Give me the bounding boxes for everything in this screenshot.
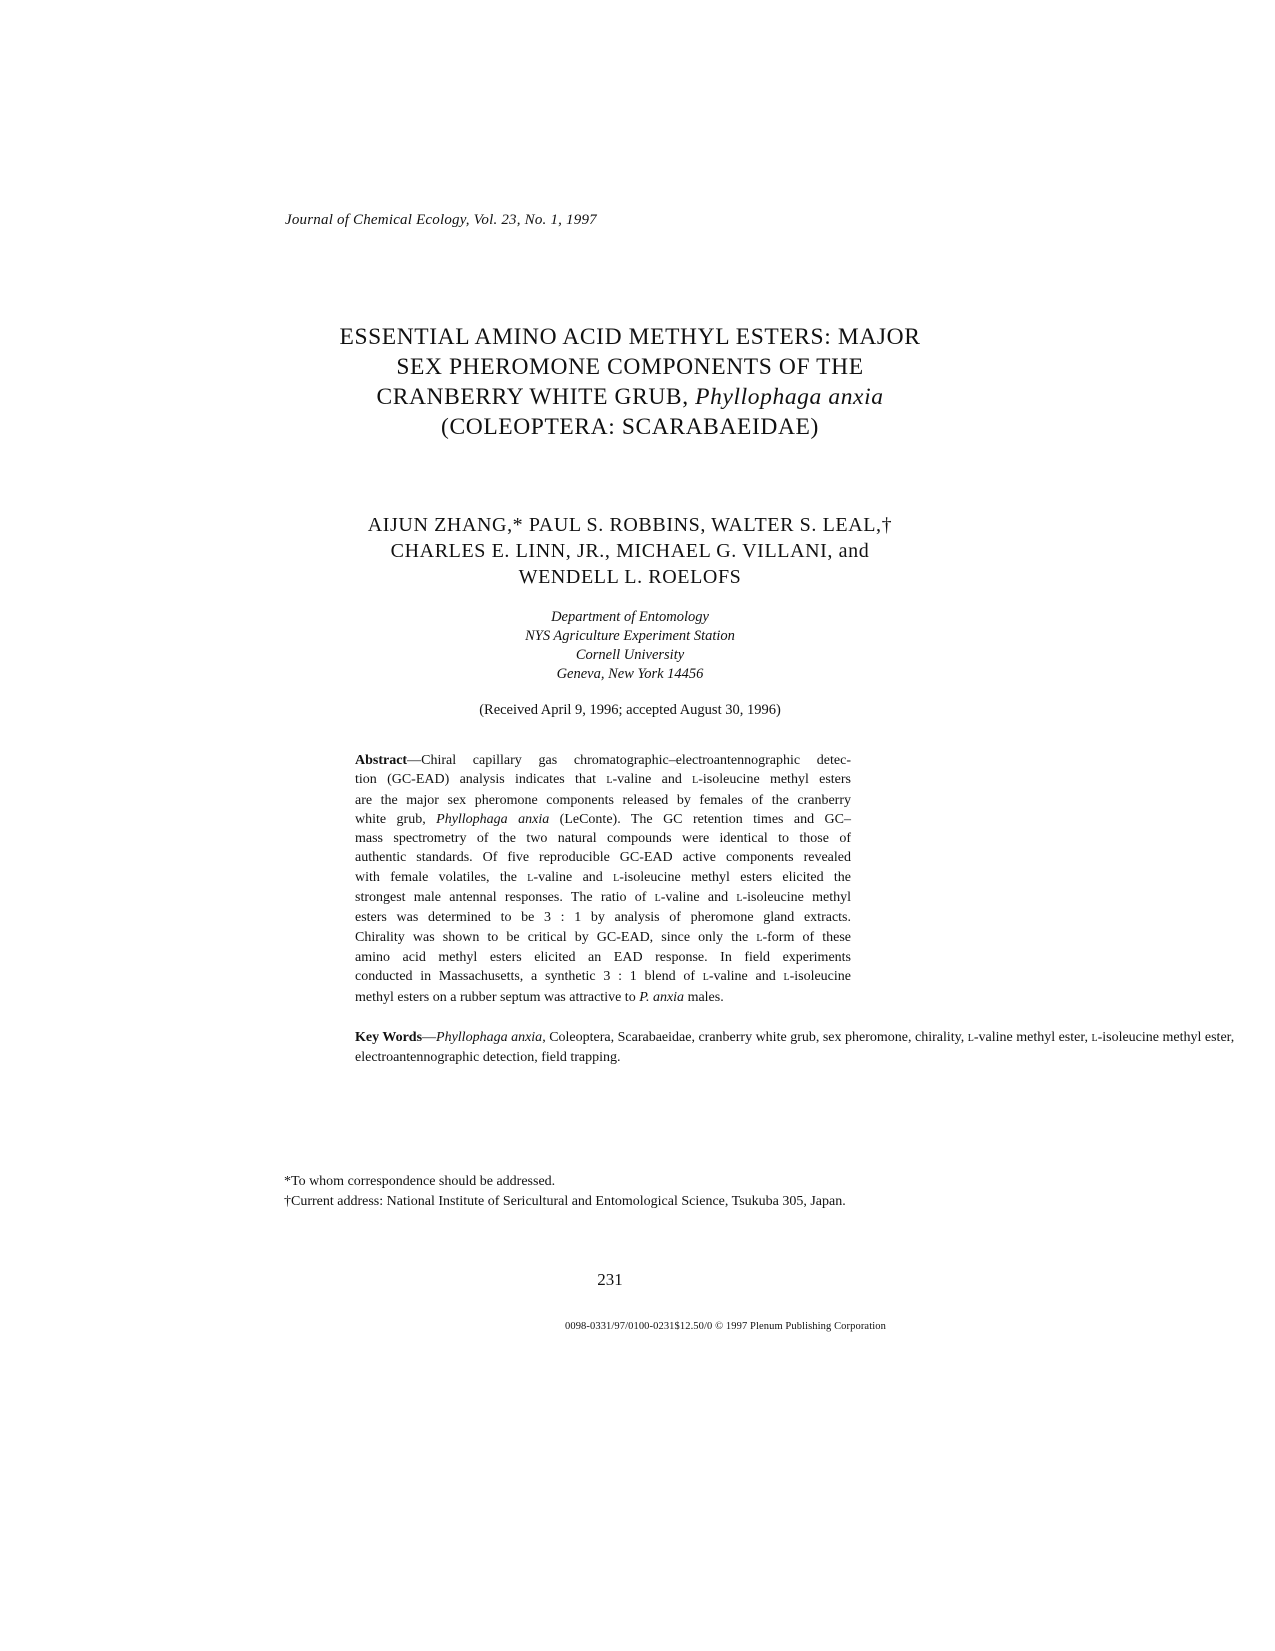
abstract-line: strongest male antennal responses. The ratio of L-valine and L-isoleucine methyl	[355, 890, 851, 906]
received-dates: (Received April 9, 1996; accepted August 30, 1996)	[479, 702, 781, 718]
abstract-line: Abstract—Chiral capillary gas chromatographic–electroantennographic detec-	[355, 753, 851, 768]
abstract-line: conducted in Massachusetts, a synthetic 3 : 1 blend of L-valine and L-isoleucine	[355, 969, 851, 985]
title-line-4: (COLEOPTERA: SCARABAEIDAE)	[441, 414, 819, 440]
authors-line-1: AIJUN ZHANG,* PAUL S. ROBBINS, WALTER S. LEAL,†	[367, 514, 893, 536]
title-line-3	[230, 382, 1030, 412]
copyright-line: 0098-0331/97/0100-0231$12.50/0 © 1997 Plenum Publishing Corporation	[565, 1321, 886, 1332]
page-number: 231	[597, 1270, 623, 1289]
abstract	[355, 751, 851, 1007]
abstract-line: tion (GC-EAD) analysis indicates that L-valine and L-isoleucine methyl esters	[355, 772, 852, 788]
affiliation-department: Department of Entomology	[551, 609, 709, 625]
abstract-line: with female volatiles, the L-valine and L-isoleucine methyl esters elicited the	[355, 869, 852, 885]
title-line-3-text: CRANBERRY WHITE GRUB,	[376, 384, 696, 410]
abstract-label: Abstract	[355, 753, 408, 768]
footnotes	[284, 1172, 846, 1212]
keywords-line: grub, sex pheromone, chirality, L-valine methyl ester, L-isoleucine methyl	[790, 1030, 1202, 1045]
abstract-line: white grub, Phyllophaga anxia (LeConte). The GC retention times and GC–	[355, 811, 852, 827]
abstract-line: esters was determined to be 3 : 1 by analysis of pheromone gland extracts.	[355, 910, 851, 926]
journal-citation: Journal of Chemical Ecology, Vol. 23, No. 1, 1997	[285, 212, 597, 228]
key-words	[355, 1028, 1275, 1068]
affiliation-station: NYS Agriculture Experiment Station	[525, 628, 735, 644]
keywords-line: Key Words—Phyllophaga anxia, Coleoptera, Scarabaeidae, cranberry white	[355, 1030, 787, 1045]
title-line-2: SEX PHEROMONE COMPONENTS OF THE	[396, 354, 864, 380]
affiliation-city: Geneva, New York 14456	[556, 666, 704, 682]
article-title	[230, 322, 1030, 442]
affiliation	[330, 608, 930, 684]
footnote-corresponding: *To whom correspondence should be addressed.	[284, 1174, 556, 1189]
abstract-line: methyl esters on a rubber septum was attractive to P. anxia males.	[355, 989, 724, 1005]
keywords-label: Key Words	[355, 1030, 423, 1045]
title-line-1: ESSENTIAL AMINO ACID METHYL ESTERS: MAJOR	[339, 324, 921, 350]
author-list	[230, 512, 1030, 590]
abstract-line: are the major sex pheromone components released by females of the cranberry	[355, 792, 851, 808]
abstract-line: mass spectrometry of the two natural compounds were identical to those of	[355, 831, 851, 847]
abstract-line: authentic standards. Of five reproducible GC-EAD active components revealed	[355, 850, 851, 866]
authors-line-2: CHARLES E. LINN, JR., MICHAEL G. VILLANI, and	[390, 540, 870, 562]
abstract-line: Chirality was shown to be critical by GC-EAD, since only the L-form of these	[355, 929, 851, 945]
authors-line-3: WENDELL L. ROELOFS	[518, 566, 742, 588]
title-species-name: Phyllophaga anxia	[695, 384, 884, 410]
footnote-address: †Current address: National Institute of Sericultural and Entomological Science, Tsukuba 305, Japan.	[284, 1194, 846, 1209]
affiliation-university: Cornell University	[575, 647, 685, 663]
keywords-line: ester, electroantennographic detection, field trapping.	[355, 1030, 1235, 1066]
abstract-line: amino acid methyl esters elicited an EAD response. In field experiments	[355, 949, 851, 965]
